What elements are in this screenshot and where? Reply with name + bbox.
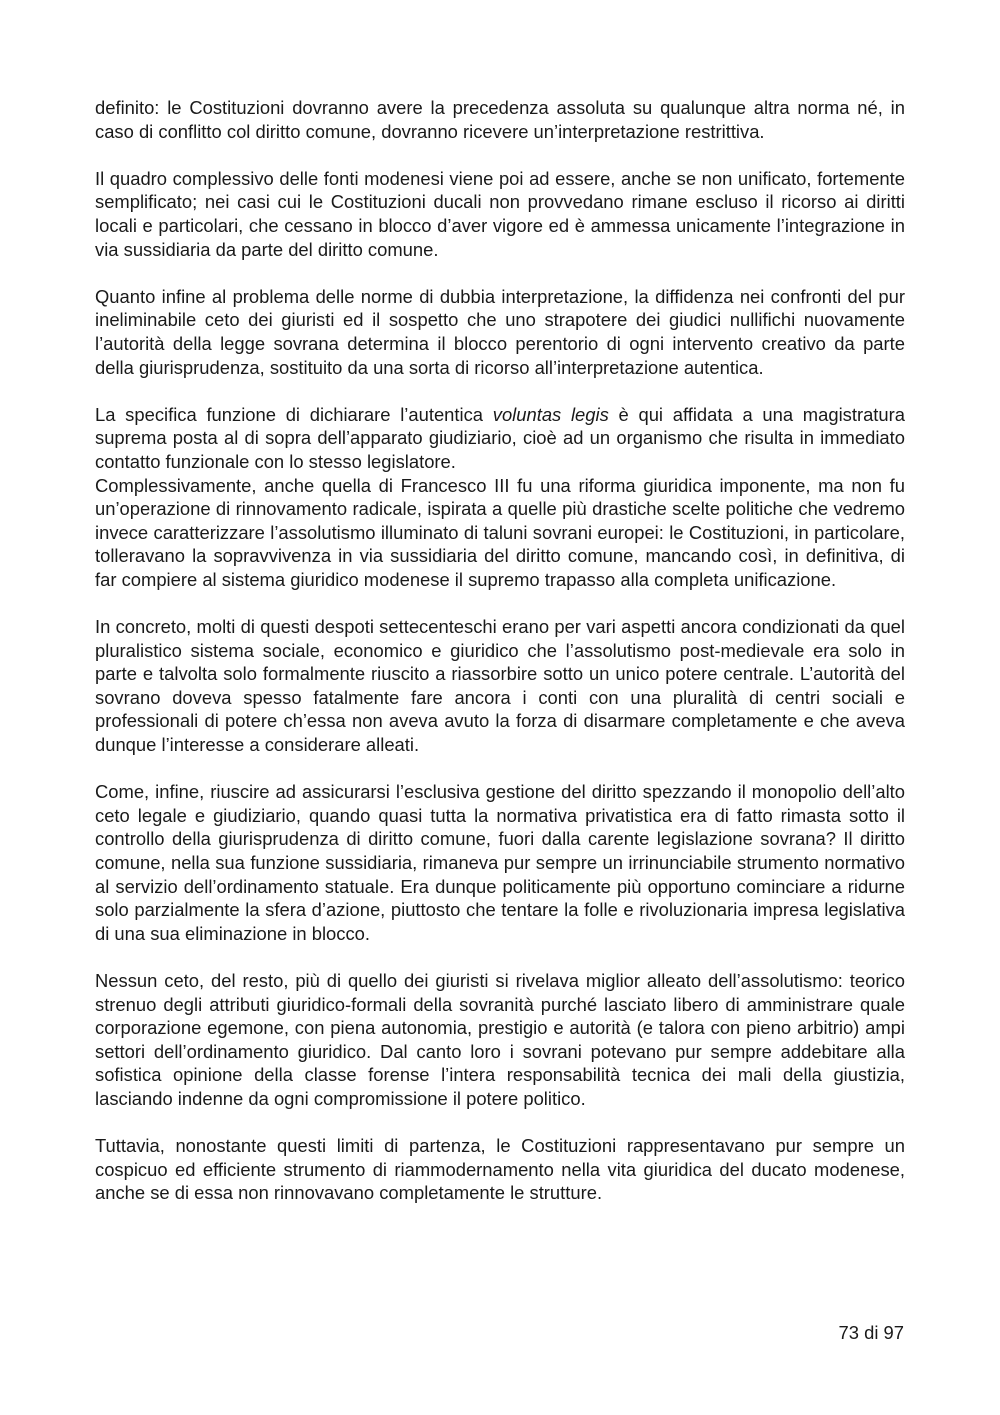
italic-term: voluntas legis [492, 403, 609, 425]
paragraph-3: Quanto infine al problema delle norme di dubbia interpretazione, la diffidenza nei confronti del pur ineliminabile ceto dei giuristi ed il sospetto che uno strapotere dei giudici nullifichi nuovamente l’autorità della legge sovrana determina il blocco perentorio di ogni intervento creativo da parte della giurisprudenza, sostituito da una sorta di ricorso all’interpretazione autentica. [95, 285, 905, 378]
paragraph-2: Il quadro complessivo delle fonti modenesi viene poi ad essere, anche se non unificato, fortemente semplificato; nei casi cui le Costituzioni ducali non provvedano rimane escluso il ricorso ai diritti locali e particolari, che cessano in blocco d’aver vigore ed è ammessa unicamente l’integrazione in via sussidiaria da parte del diritto comune. [95, 167, 905, 260]
page-number: 73 di 97 [838, 1322, 904, 1343]
paragraph-5: Complessivamente, anche quella di Francesco III fu una riforma giuridica imponente, ma non fu un’operazione di rinnovamento radicale, ispirata a quelle più drastiche scelte politiche che vedremo invece caratterizzare l’assolutismo illuminato di taluni sovrani europei: le Costituzioni, in particolare, tolleravano la sopravvivenza in via sussidiaria del diritto comune, mancando così, in definitiva, di far compiere al sistema giuridico modenese il supremo trapasso alla completa unificazione. [95, 474, 905, 590]
paragraph-6: In concreto, molti di questi despoti settecenteschi erano per vari aspetti ancora condizionati da quel pluralistico sistema sociale, economico e giuridico che l’assolutismo post-medievale era solo in parte e talvolta solo formalmente riuscito a riassorbire sotto un unico potere centrale. L’autorità del sovrano doveva spesso fatalmente fare ancora i conti con una pluralità di centri sociali e professionali di potere ch’essa non aveva avuto la forza di disarmare completamente e che aveva dunque l’interesse a considerare alleati. [95, 616, 905, 756]
paragraph-4 [95, 403, 905, 474]
paragraph-9: Tuttavia, nonostante questi limiti di partenza, le Costituzioni rappresentavano pur sempre un cospicuo ed efficiente strumento di riammodernamento nella vita giuridica del ducato modenese, anche se di essa non rinnovavano completamente le strutture. [95, 1135, 905, 1204]
paragraph-8: Nessun ceto, del resto, più di quello dei giuristi si rivelava miglior alleato dell’assolutismo: teorico strenuo degli attributi giuridico-formali della sovranità purché lasciato libero di amministrare quale corporazione egemone, con piena autonomia, prestigio e autorità (e talora con pieno arbitrio) ampi settori dell’ordinamento giuridico. Dal canto loro i sovrani potevano pur sempre addebitare alla sofistica opinione della classe forense l’intera responsabilità tecnica dei mali della giustizia, lasciando indenne da ogni compromissione il potere politico. [95, 969, 905, 1109]
document-page [95, 96, 905, 1229]
paragraph-4-before: La specifica funzione di dichiarare l’autentica [95, 403, 493, 425]
paragraph-4-after: è qui affidata a una magistratura suprema posta al di sopra dell’apparato giudiziario, cioè ad un organismo che risulta in immediato contatto funzionale con lo stesso legislatore. [95, 403, 906, 472]
paragraph-7: Come, infine, riuscire ad assicurarsi l’esclusiva gestione del diritto spezzando il monopolio dell’alto ceto legale e giudiziario, quando quasi tutta la normativa privatistica era di fatto rimasta sotto il controllo della giurisprudenza di diritto comune, fuori dalla carente legislazione sovrana? Il diritto comune, nella sua funzione sussidiaria, rimaneva pur sempre un irrinunciabile strumento normativo al servizio dell’ordinamento statuale. Era dunque politicamente più opportuno cominciare a ridurne solo parzialmente la sfera d’azione, piuttosto che tentare la folle e rivoluzionaria impresa legislativa di una sua eliminazione in blocco. [95, 781, 905, 944]
paragraph-1: definito: le Costituzioni dovranno avere la precedenza assoluta su qualunque altra norma né, in caso di conflitto col diritto comune, dovranno ricevere un’interpretazione restrittiva. [95, 97, 905, 142]
